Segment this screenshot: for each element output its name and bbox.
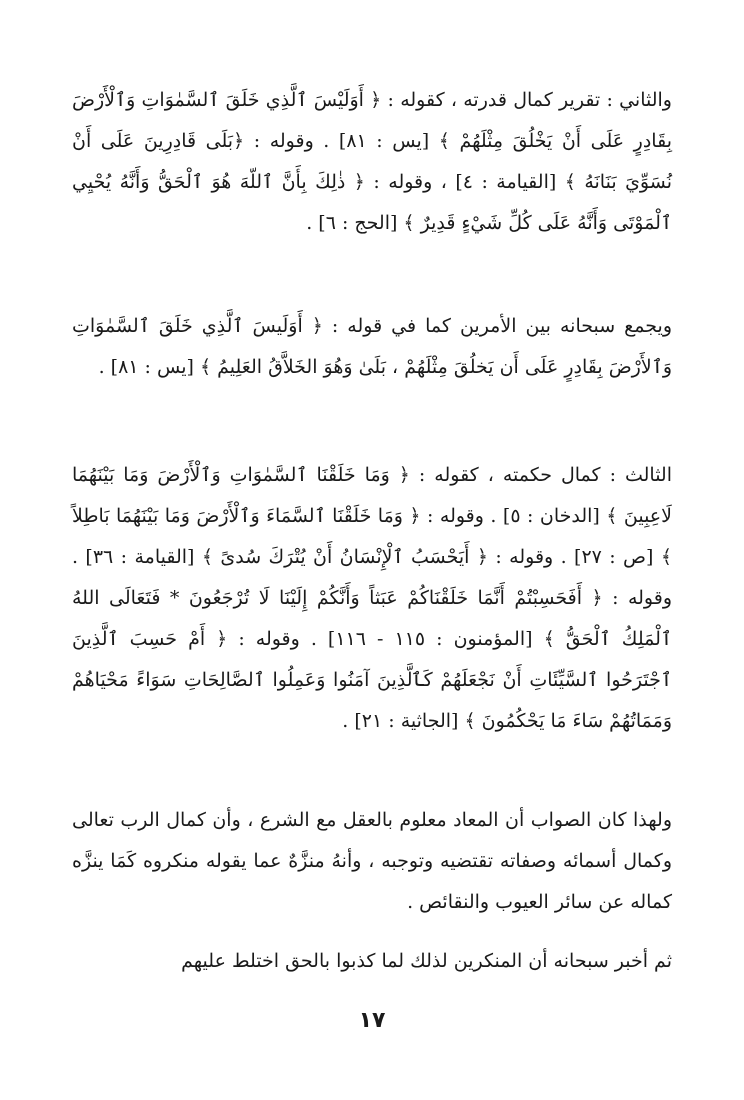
paragraph-combined: ويجمع سبحانه بين الأمرين كما في قوله : ﴿ أَوَلَيسَ ٱلَّذِي خَلَقَ ٱلسَّمٰوَاتِ وَٱلأَرْضَ بِقَادِرٍ عَلَى أَن يَخلُقَ مِثْلَهُمْ ، بَلَىٰ وَهُوَ الخَلاَّقُ العَلِيمُ ﴾ [يس : ٨١] . (72, 315, 672, 378)
paragraph-deniers: ثم أخبر سبحانه أن المنكرين لذلك لما كذبوا بالحق اختلط عليهم (181, 950, 672, 972)
paragraph-wisdom: الثالث : كمال حكمته ، كقوله : ﴿ وَمَا خَلَقْنَا ٱلسَّمٰوَاتِ وَٱلْأَرْضَ وَمَا بَيْنَهُمَا لَاعِبِينَ ﴾ [الدخان : ٥] . وقوله : ﴿ وَمَا خَلَقْنَا ٱلسَّمَاءَ وَٱلْأَرْضَ وَمَا بَيْنَهُمَا بَاطِلاً ﴾ [ص : ٢٧] . وقوله : ﴿ أَيَحْسَبُ ٱلْإِنْسَانُ أَنْ يُتْرَكَ سُدىً ﴾ [القيامة : ٣٦] . وقوله : ﴿ أَفَحَسِبْتُمْ أَنَّمَا خَلَقْنَاكُمْ عَبَثاً وَأَنَّكُمْ إِلَيْنَا لَا تُرْجَعُونَ * فَتَعَالَى اللهُ ٱلْمَلِكُ ٱلْحَقُّ ﴾ [المؤمنون : ١١٥ - ١١٦] . وقوله : ﴿ أَمْ حَسِبَ ٱلَّذِينَ ٱجْتَرَحُوا ٱلسَّيِّئَاتِ أَنْ نَجْعَلَهُمْ كَٱلَّذِينَ آمَنُوا وَعَمِلُوا ٱلصَّالِحَاتِ سَوَاءً مَحْيَاهُمْ وَمَمَاتُهُمْ سَاءَ مَا يَحْكُمُونَ ﴾ [الجاثية : ٢١] . (72, 464, 673, 732)
paragraph-resurrection: ولهذا كان الصواب أن المعاد معلوم بالعقل مع الشرع ، وأن كمال الرب تعالى وكمال أسمائه وصفاته تقتضيه وتوجبه ، وأنهُ منزَّهٌ عما يقوله منكروه كَمَا ينزَّه كماله عن سائر العيوب والنقائص . (72, 809, 672, 913)
page-number: ١٧ (358, 1008, 386, 1033)
paragraph-power: والثاني : تقرير كمال قدرته ، كقوله : ﴿ أَوَلَيْسَ ٱلَّذِي خَلَقَ ٱلسَّمٰوَاتِ وَٱلْأَرْضَ بِقَادِرٍ عَلَى أَنْ يَخْلُقَ مِثْلَهُمْ ﴾ [يس : ٨١] . وقوله : ﴿بَلَى قَادِرِينَ عَلَى أَنْ نُسَوِّيَ بَنَانَهُ ﴾ [القيامة : ٤] ، وقوله : ﴿ ذٰلِكَ بِأَنَّ ٱللّهَ هُوَ ٱلْحَقُّ وَأَنَّهُ يُحْيِي ٱلْمَوْتَى وَأَنَّهُ عَلَى كُلِّ شَيْءٍ قَدِيرٌ ﴾ [الحج : ٦] . (72, 89, 672, 234)
